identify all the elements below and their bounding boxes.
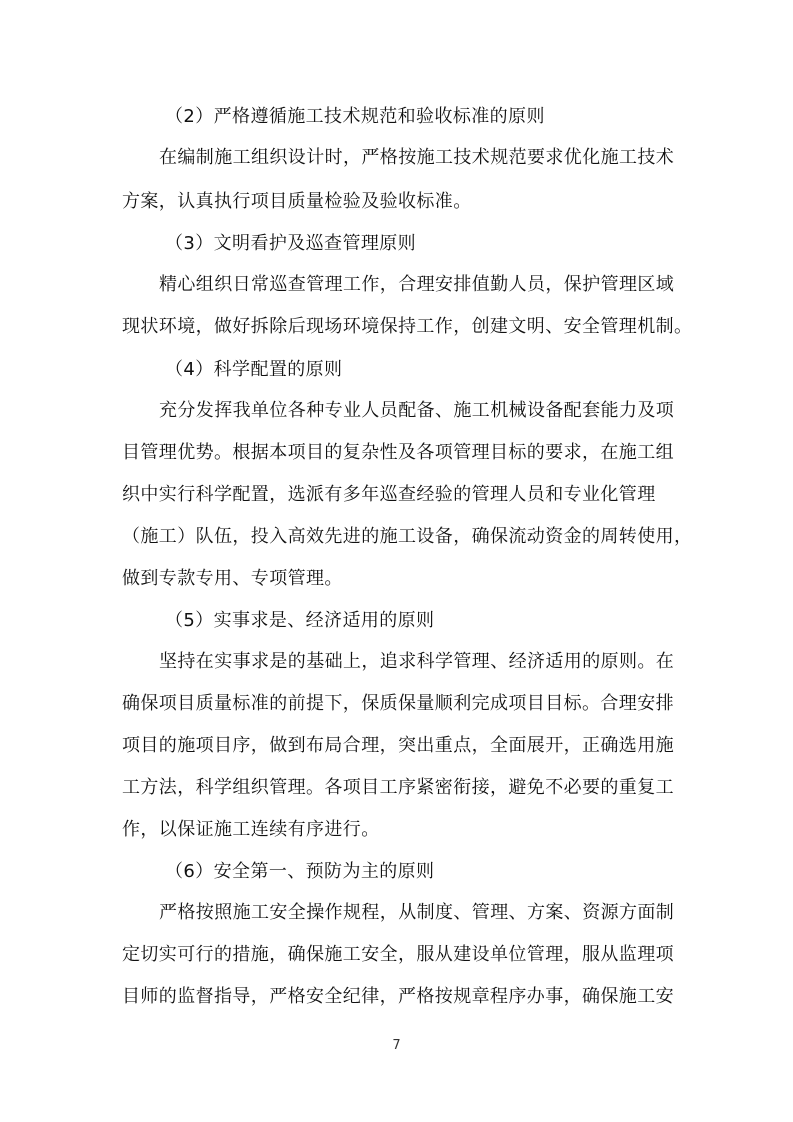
paragraph-line: 确保项目质量标准的前提下，保质保量顺利完成项目目标。合理安排 xyxy=(122,693,674,714)
heading-principle-6: （6）安全第一、预防为主的原则 xyxy=(165,861,435,882)
paragraph-line: 做到专款专用、专项管理。 xyxy=(122,568,343,589)
paragraph-line: 织中实行科学配置，选派有多年巡查经验的管理人员和专业化管理 xyxy=(122,484,656,505)
heading-principle-4: （4）科学配置的原则 xyxy=(165,359,343,380)
paragraph-line: （施工）队伍，投入高效先进的施工设备，确保流动资金的周转使用， xyxy=(122,526,693,547)
paragraph-line: 精心组织日常巡查管理工作，合理安排值勤人员，保护管理区域 xyxy=(159,274,675,295)
heading-principle-5: （5）实事求是、经济适用的原则 xyxy=(165,610,435,631)
paragraph-line: 方案，认真执行项目质量检验及验收标准。 xyxy=(122,191,472,212)
paragraph-line: 现状环境，做好拆除后现场环境保持工作，创建文明、安全管理机制。 xyxy=(122,316,693,337)
paragraph-line: 坚持在实事求是的基础上，追求科学管理、经济适用的原则。在 xyxy=(159,651,675,672)
heading-principle-3: （3）文明看护及巡查管理原则 xyxy=(165,233,417,254)
paragraph-line: 项目的施项目序，做到布局合理，突出重点，全面展开，正确选用施 xyxy=(122,735,674,756)
paragraph-line: 目管理优势。根据本项目的复杂性及各项管理目标的要求，在施工组 xyxy=(122,442,674,463)
paragraph-line: 严格按照施工安全操作规程，从制度、管理、方案、资源方面制 xyxy=(159,902,675,923)
heading-principle-2: （2）严格遵循施工技术规范和验收标准的原则 xyxy=(165,106,545,127)
page-number: 7 xyxy=(392,1038,401,1053)
paragraph-line: 目师的监督指导，严格安全纪律，严格按规章程序办事，确保施工安 xyxy=(122,986,674,1007)
paragraph-line: 在编制施工组织设计时，严格按施工技术规范要求优化施工技术 xyxy=(159,147,675,168)
paragraph-line: 充分发挥我单位各种专业人员配备、施工机械设备配套能力及项 xyxy=(159,400,675,421)
paragraph-line: 工方法，科学组织管理。各项目工序紧密衔接，避免不必要的重复工 xyxy=(122,777,674,798)
paragraph-line: 定切实可行的措施，确保施工安全，服从建设单位管理，服从监理项 xyxy=(122,944,674,965)
paragraph-line: 作，以保证施工连续有序进行。 xyxy=(122,819,380,840)
